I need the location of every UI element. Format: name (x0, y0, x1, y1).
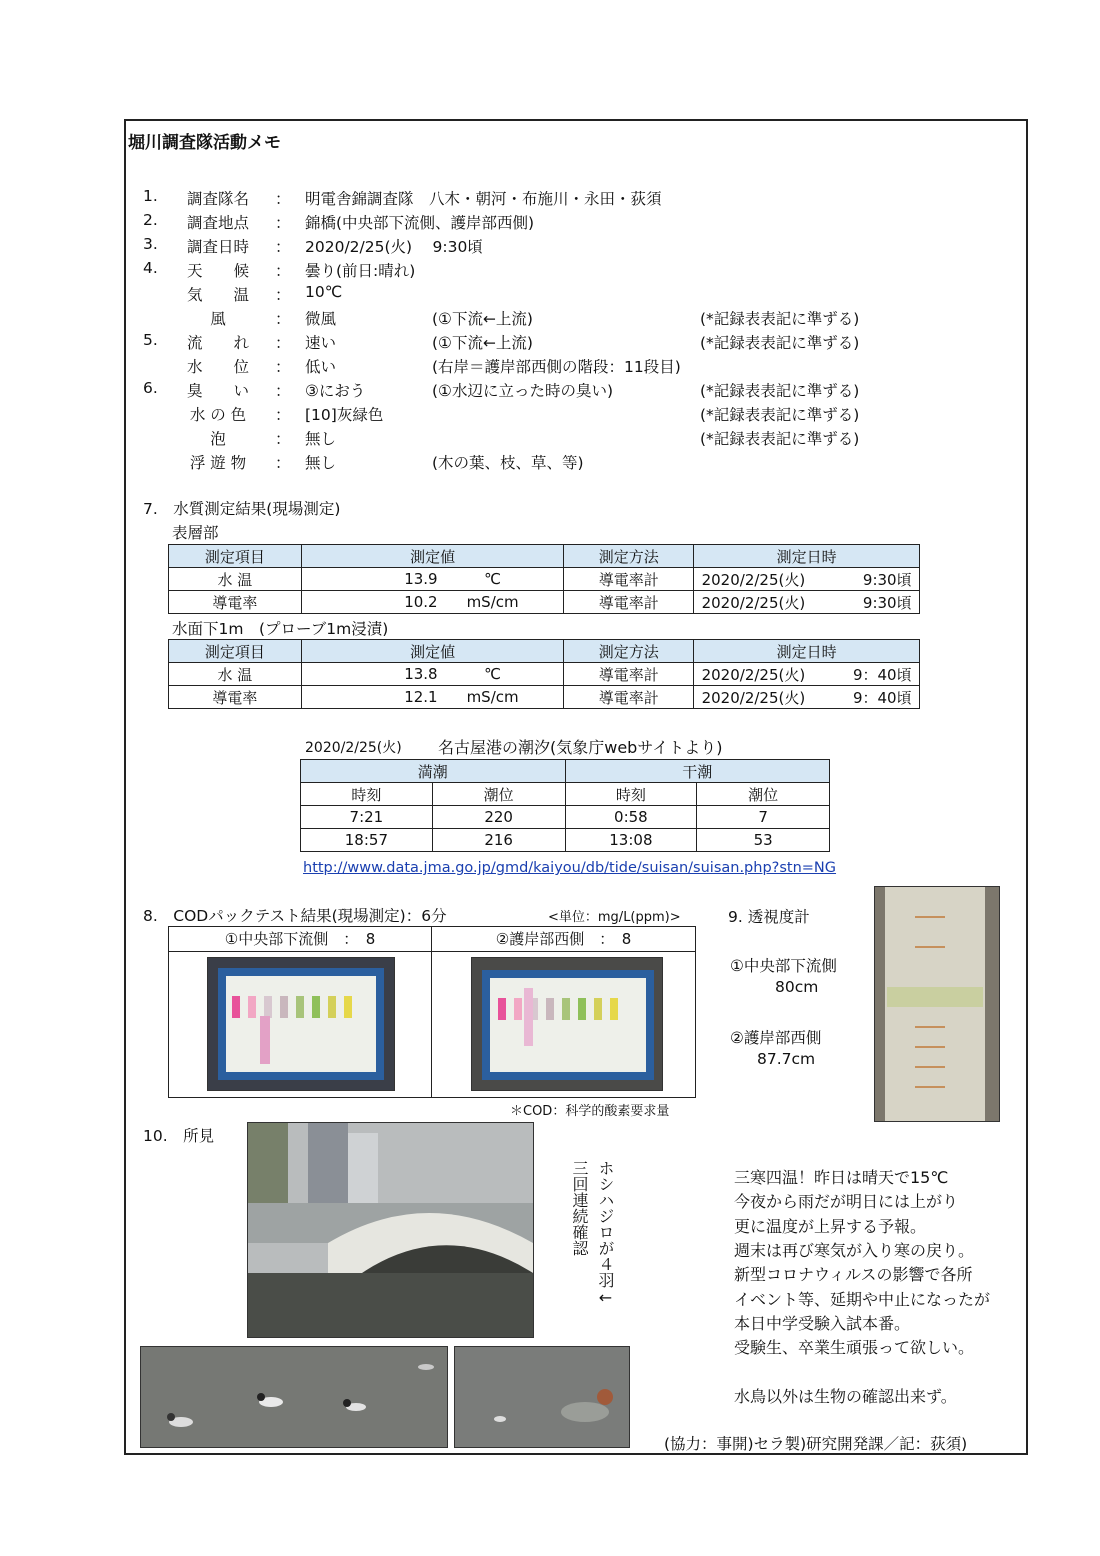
note-line: 更に温度が上昇する予報。 (734, 1216, 927, 1236)
bird-note-vertical: ホシハジロが４羽← (596, 1160, 615, 1307)
item-colon: ： (275, 214, 291, 232)
deep-label: 水面下1m (プローブ1m浸漬) (172, 620, 389, 638)
tide-source-link[interactable]: http://www.data.jma.go.jp/gmd/kaiyou/db/tide/suisan/suisan.php?stn=NG (303, 860, 837, 876)
cell-value: 13.9 ℃ (301, 568, 564, 591)
header-value: 測定値 (301, 545, 564, 568)
item-extra: (*記録表表記に準ずる) (700, 310, 860, 328)
cod-note: ＊COD：科学的酸素要求量 (510, 1104, 670, 1119)
cod-photo-2 (471, 957, 663, 1091)
item-label: 調査日時 (186, 238, 249, 256)
transparency-meter-photo (874, 886, 1000, 1122)
item-extra: (*記録表表記に準ずる) (700, 382, 860, 400)
item-value: 速い (305, 334, 337, 352)
item-label: 風 (210, 310, 226, 328)
cell-value: 13.8 ℃ (301, 663, 564, 686)
item-value: 10℃ (305, 283, 343, 301)
item-value: 曇り(前日:晴れ) (305, 262, 416, 280)
item-note: (木の葉、枝、草、等) (432, 454, 584, 472)
bird-note-vertical-2: 三回連続確認 (570, 1160, 589, 1256)
note-line: 週末は再び寒気が入り寒の戻り。 (734, 1240, 975, 1260)
item-number: 1. (143, 187, 158, 205)
cell-method: 導電率計 (564, 591, 694, 614)
deep-table (168, 639, 920, 709)
header-method: 測定方法 (564, 545, 694, 568)
item-value: 微風 (305, 310, 337, 328)
item-label: 調査隊名 (186, 190, 249, 208)
item-label: 調査地点 (186, 214, 249, 232)
item-label: 流 れ (186, 334, 249, 352)
header-value: 測定値 (301, 640, 564, 663)
item-colon: ： (275, 310, 291, 328)
note-line: イベント等、延期や中止になったが (734, 1289, 991, 1309)
item-value: 明電舎錦調査隊 八木・朝河・布施川・永田・荻須 (305, 190, 662, 208)
header-item: 測定項目 (169, 640, 302, 663)
cell-method: 導電率計 (564, 663, 694, 686)
item-number: 2. (143, 211, 158, 229)
note-line: 今夜から雨だが明日には上がり (734, 1192, 959, 1212)
header-date: 測定日時 (694, 640, 920, 663)
item-colon: ： (275, 430, 291, 448)
item-number: 3. (143, 235, 158, 253)
note-line: 本日中学受験入試本番。 (734, 1313, 911, 1333)
table-row (169, 686, 920, 709)
cod-box2-label: ②護岸部西側 ： 8 (432, 927, 695, 952)
item-colon: ： (275, 190, 291, 208)
item-number: 6. (143, 379, 158, 397)
ducks-photo-2 (454, 1346, 630, 1448)
cell-item: 導電率 (169, 591, 302, 614)
bridge-photo (247, 1122, 534, 1338)
item-label: 水 位 (186, 358, 249, 376)
cell-method: 導電率計 (564, 568, 694, 591)
item-value: 低い (305, 358, 337, 376)
tide-table (300, 759, 830, 852)
cell-method: 導電率計 (564, 686, 694, 709)
item-extra: (*記録表表記に準ずる) (700, 334, 860, 352)
transparency-point1-value: 80cm (775, 978, 819, 996)
tide-caption-date: 2020/2/25(火) (305, 740, 402, 756)
item-value: ③におう (305, 382, 366, 400)
tide-col-time: 時刻 (565, 783, 697, 806)
item-colon: ： (275, 286, 291, 304)
footer-credit: (協力：事開)セラ製)研究開発課／記：荻須) (664, 1435, 968, 1453)
item-value: 錦橋(中央部下流側、護岸部西側) (305, 214, 535, 232)
header-item: 測定項目 (169, 545, 302, 568)
note-line: 新型コロナウィルスの影響で各所 (734, 1265, 973, 1285)
ducks-photo-1 (140, 1346, 448, 1448)
cod-photo-1 (207, 957, 395, 1091)
item-colon: ： (275, 454, 291, 472)
section7-heading: 7. 水質測定結果(現場測定) (143, 500, 341, 518)
cod-box1-label: ①中央部下流側 ： 8 (169, 927, 432, 952)
item-label: 浮 遊 物 (189, 454, 247, 472)
cell-date: 2020/2/25(火) 9:30頃 (694, 568, 920, 591)
item-value: 2020/2/25(火) 9:30頃 (305, 238, 483, 256)
table-row (169, 591, 920, 614)
item-colon: ： (275, 238, 291, 256)
item-number: 5. (143, 331, 158, 349)
table-row: 7:21 220 0:58 7 (301, 806, 830, 829)
tide-col-level: 潮位 (697, 783, 830, 806)
item-value: [10]灰緑色 (305, 406, 384, 424)
tide-caption-title: 名古屋港の潮汐(気象庁webサイトより) (438, 738, 723, 757)
header-method: 測定方法 (564, 640, 694, 663)
cod-results-box (168, 926, 696, 1098)
item-colon: ： (275, 358, 291, 376)
cell-date: 2020/2/25(火) 9:30頃 (694, 591, 920, 614)
cod-unit: <単位：mg/L(ppm)> (548, 910, 681, 925)
table-row (169, 568, 920, 591)
transparency-point2-value: 87.7cm (757, 1050, 816, 1068)
cell-date: 2020/2/25(火) 9：40頃 (694, 686, 920, 709)
note-line: 三寒四温！昨日は晴天で15℃ (734, 1168, 949, 1187)
item-label: 気 温 (186, 286, 249, 304)
surface-label: 表層部 (172, 524, 219, 542)
cell-date: 2020/2/25(火) 9：40頃 (694, 663, 920, 686)
item-extra: (*記録表表記に準ずる) (700, 406, 860, 424)
item-note: (①下流←上流) (432, 310, 533, 328)
note-line: 受験生、卒業生頑張って欲しい。 (734, 1338, 975, 1358)
table-row (169, 663, 920, 686)
item-value: 無し (305, 430, 337, 448)
section8-heading: 8. CODパックテスト結果(現場測定)：6分 (143, 907, 447, 925)
page-title: 堀川調査隊活動メモ (128, 133, 281, 153)
item-value: 無し (305, 454, 337, 472)
cell-item: 導電率 (169, 686, 302, 709)
item-extra: (*記録表表記に準ずる) (700, 430, 860, 448)
arrow-icon: ← (596, 1288, 615, 1307)
cell-item: 水 温 (169, 568, 302, 591)
item-note: (①下流←上流) (432, 334, 533, 352)
section9-heading: 9. 透視度計 (728, 908, 810, 926)
item-label: 水 の 色 (189, 406, 247, 424)
item-colon: ： (275, 382, 291, 400)
item-number: 4. (143, 259, 158, 277)
item-note: (①水辺に立った時の臭い) (432, 382, 613, 400)
tide-high-header: 満潮 (301, 760, 566, 783)
cell-value: 10.2 mS/cm (301, 591, 564, 614)
tide-col-level: 潮位 (432, 783, 565, 806)
transparency-point1-label: ①中央部下流側 (730, 957, 837, 975)
tide-col-time: 時刻 (301, 783, 433, 806)
section10-heading: 10. 所見 (143, 1127, 215, 1145)
item-colon: ： (275, 406, 291, 424)
surface-table (168, 544, 920, 614)
transparency-point2-label: ②護岸部西側 (730, 1029, 822, 1047)
item-note: (右岸＝護岸部西側の階段：11段目) (432, 358, 681, 376)
cell-value: 12.1 mS/cm (301, 686, 564, 709)
item-label: 泡 (210, 430, 226, 448)
item-label: 臭 い (186, 382, 249, 400)
cell-item: 水 温 (169, 663, 302, 686)
item-label: 天 候 (186, 262, 249, 280)
item-colon: ： (275, 334, 291, 352)
tide-low-header: 干潮 (565, 760, 830, 783)
item-colon: ： (275, 262, 291, 280)
table-row: 18:57 216 13:08 53 (301, 829, 830, 852)
note-line: 水鳥以外は生物の確認出来ず。 (734, 1386, 957, 1406)
header-date: 測定日時 (694, 545, 920, 568)
